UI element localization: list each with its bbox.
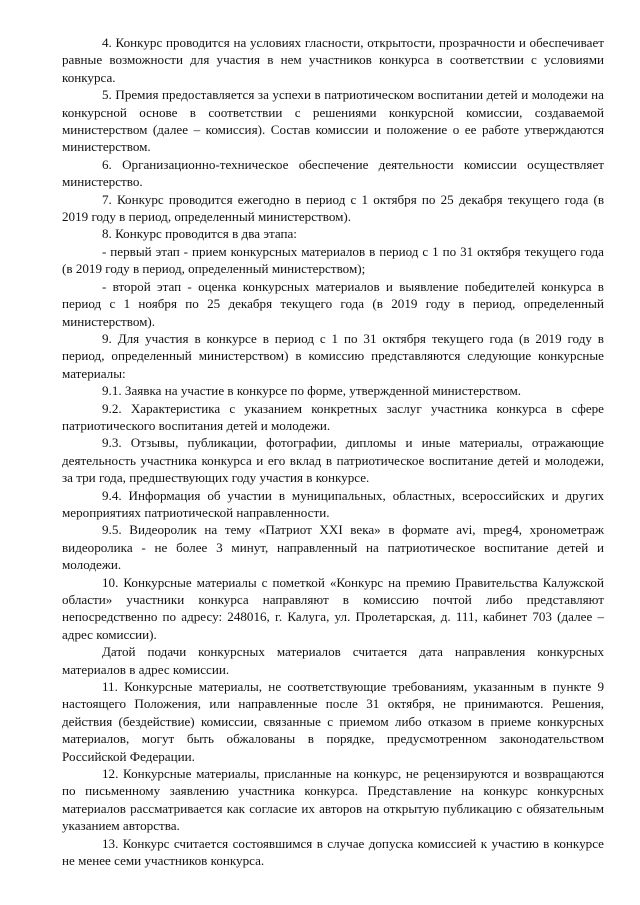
paragraph-8-stage-1: - первый этап - прием конкурсных материалов в период с 1 по 31 октября текущего года (в 2019 году в период, определенный министерством); (62, 243, 604, 277)
paragraph-12: 12. Конкурсные материалы, присланные на конкурс, не рецензируются и возвращаются по письменному заявлению участника конкурса. Представление на конкурс конкурсных материалов рассматривается как согласие их авторов на открытую публикацию с обязательным указанием авторства. (62, 766, 604, 834)
paragraph-8-stage-2: - второй этап - оценка конкурсных материалов и выявление победителей конкурса в период с 1 ноября по 25 декабря текущего года (в 2019 году в период, определенный министерством). (62, 278, 604, 329)
paragraph-7: 7. Конкурс проводится ежегодно в период с 1 октября по 25 декабря текущего года (в 2019 году в период, определенный министерством). (62, 191, 604, 225)
paragraph-4: 4. Конкурс проводится на условиях гласности, открытости, прозрачности и обеспечивает равные возможности для участия в нем участников конкурса в соответствии с условиями конкурса. (62, 35, 604, 85)
paragraph-5: 5. Премия предоставляется за успехи в патриотическом воспитании детей и молодежи на конкурсной основе в соответствии с решениями конкурсной комиссии, создаваемой министерством (далее – комиссия). Состав комиссии и положение о ее работе утверждаются министерством. (62, 87, 604, 155)
paragraph-9-1: 9.1. Заявка на участие в конкурсе по форме, утвержденной министерством. (102, 383, 522, 399)
paragraph-10-submission-date: Датой подачи конкурсных материалов считается дата направления конкурсных материалов в адрес комиссии. (62, 644, 604, 677)
paragraph-9-3: 9.3. Отзывы, публикации, фотографии, дипломы и иные материалы, отражающие деятельность участника конкурса и его вклад в патриотическое воспитание детей и молодежи, за три года, предшествующих году участия в конкурсе. (62, 435, 604, 486)
paragraph-8: 8. Конкурс проводится в два этапа: (102, 226, 297, 242)
paragraph-13: 13. Конкурс считается состоявшимся в случае допуска комиссией к участию в конкурсе не менее семи участников конкурса. (62, 835, 604, 869)
paragraph-9: 9. Для участия в конкурсе в период с 1 по 31 октября текущего года (в 2019 году в период, определенный министерством) в комиссию представляются следующие конкурсные материалы: (62, 330, 604, 381)
paragraph-11: 11. Конкурсные материалы, не соответствующие требованиям, указанным в пункте 9 настоящего Положения, или направленные после 31 октября, не принимаются. Решения, действия (бездействие) комиссии, связанные с приемом либо отказом в приеме конкурсных материалов, могут быть обжалованы в порядке, предусмотренном законодательством Российской Федерации. (62, 679, 604, 764)
paragraph-6: 6. Организационно-техническое обеспечение деятельности комиссии осуществляет министерство. (62, 156, 604, 190)
paragraph-9-2: 9.2. Характеристика с указанием конкретных заслуг участника конкурса в сфере патриотического воспитания детей и молодежи. (62, 400, 604, 433)
paragraph-10: 10. Конкурсные материалы с пометкой «Конкурс на премию Правительства Калужской области» участники конкурса направляют в комиссию почтой либо представляют непосредственно по адресу: 248016, г. Калуга, ул. Пролетарская, д. 111, кабинет 703 (далее – адрес комиссии). (62, 574, 604, 642)
paragraph-9-5: 9.5. Видеоролик на тему «Патриот XXI века» в формате avi, mpeg4, хронометраж видеоролика - не более 3 минут, направленный на патриотическое воспитание детей и молодежи. (62, 522, 604, 573)
paragraph-9-4: 9.4. Информация об участии в муниципальных, областных, всероссийских и других мероприятиях патриотической направленности. (62, 487, 604, 520)
